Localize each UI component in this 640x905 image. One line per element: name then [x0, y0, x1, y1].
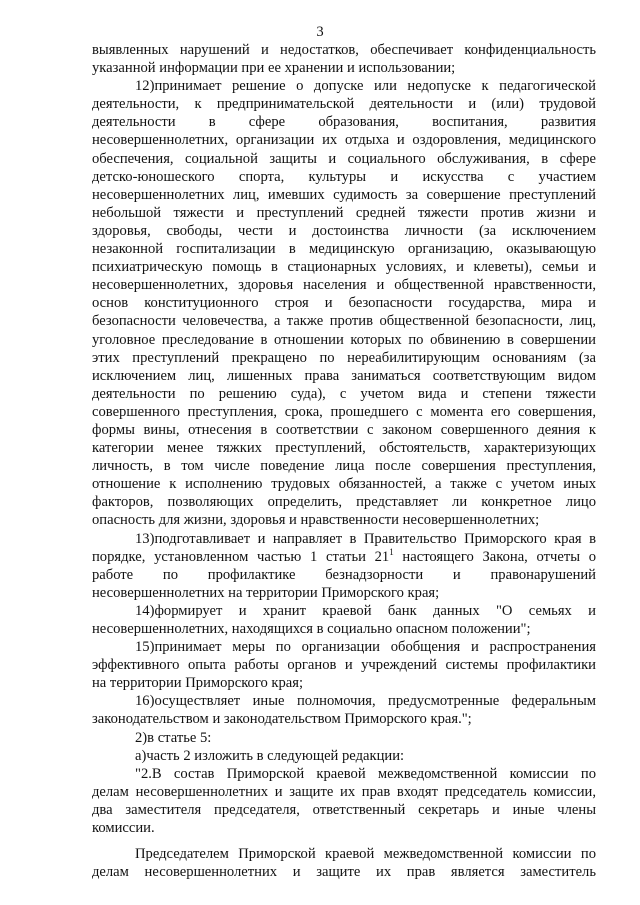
text-line: указанной информации при ее хранении и использовании;: [92, 60, 456, 77]
page-number: 3: [316, 24, 324, 40]
text-line: детско-юношеского спорта, культуры и искусства с участием: [92, 168, 596, 185]
text-line: опасность для жизни, здоровья и нравственности несовершеннолетних;: [92, 512, 540, 529]
text-line: деятельности по решению суда), с учетом вида и степени тяжести: [92, 385, 596, 402]
text-line: на территории Приморского края;: [92, 675, 304, 692]
text-line: несовершеннолетних, здоровья населения и общественной нравственности,: [92, 277, 596, 294]
text-line: психиатрическую помощь в стационарных условиях, и клеветы), семьи и: [92, 259, 596, 276]
text-line: 16)осуществляет иные полномочия, предусмотренные федеральным: [135, 693, 596, 710]
text-line: работе по профилактике безнадзорности и правонарушений: [92, 566, 596, 583]
text-line: 13)подготавливает и направляет в Правительство Приморского края в: [135, 530, 596, 547]
text-line: факторов, позволяющих определить, представляет ли конкретное лицо: [92, 494, 596, 511]
text-line: несовершеннолетних лиц, имевших судимость за совершение преступлений: [92, 186, 596, 203]
text-line: делам несовершеннолетних и защите их прав входят председатель комиссии,: [92, 783, 596, 800]
text-line: небольшой тяжести и преступлений средней тяжести против жизни и: [92, 204, 596, 221]
text-line: делам несовершеннолетних и защите их прав является заместитель: [92, 864, 596, 881]
text-line: исключением лиц, лишенных права заниматься соответствующим видом: [92, 367, 596, 384]
text-line: комиссии.: [92, 820, 155, 837]
text-line: основ конституционного строя и безопасности государства, мира и: [92, 295, 596, 312]
text-line: отношение к исполнению трудовых обязанностей, а также с учетом иных: [92, 476, 596, 493]
text-line: несовершеннолетних, организации их отдыха и оздоровления, медицинского: [92, 132, 596, 149]
text-line: 2)в статье 5:: [135, 729, 212, 746]
text-line: здоровья, свободы, чести и достоинства личности (за исключением: [92, 222, 596, 239]
text-line: формы вины, отнесения в соответствии с законом совершенного деяния к: [92, 421, 596, 438]
superscript: 1: [389, 546, 394, 557]
text-line: безопасности человечества, а также против общественной безопасности, лиц,: [92, 313, 596, 330]
text-line: "2.В состав Приморской краевой межведомственной комиссии по: [135, 765, 596, 782]
text-line: обеспечения, социальной защиты и социального обслуживания, в сфере: [92, 150, 596, 167]
document-body: [92, 41, 596, 881]
text-line: два заместителя председателя, ответственный секретарь и иные члены: [92, 801, 596, 818]
text-line: 15)принимает меры по организации обобщения и распространения: [135, 639, 596, 656]
text-line: Председателем Приморской краевой межведомственной комиссии по: [135, 846, 596, 863]
text-line: категории менее тяжких преступлений, обстоятельств, характеризующих: [92, 440, 596, 457]
text-line: а)часть 2 изложить в следующей редакции:: [135, 747, 405, 764]
text-line: совершенного преступления, срока, прошедшего с момента его совершения,: [92, 403, 596, 420]
text-line: порядке, установленном частью 1 статьи $21^1$ настоящего Закона, отчеты о: [92, 546, 596, 565]
text-line: 12)принимает решение о допуске или недопуске к педагогической: [135, 78, 596, 95]
text-line: несовершеннолетних, находящихся в социально опасном положении";: [92, 621, 531, 637]
text-line: незаконной госпитализации в медицинскую организацию, оказывающую: [92, 241, 596, 258]
text-line: эффективного опыта работы органов и учреждений системы профилактики: [92, 657, 596, 674]
text-line: личность, в том числе поведение лица после совершения преступления,: [92, 458, 596, 475]
text-line: 14)формирует и хранит краевой банк данных "О семьях и: [135, 602, 596, 619]
text-line: этих преступлений прекращено по нереабилитирующим основаниям (за: [92, 349, 596, 366]
text-line: деятельности в сфере образования, воспитания, развития: [92, 114, 596, 131]
text-line: несовершеннолетних на территории Приморского края;: [92, 584, 440, 601]
text-line: выявленных нарушений и недостатков, обеспечивает конфиденциальность: [92, 42, 596, 58]
text-line: уголовное преследование в отношении которых по обвинению в совершении: [92, 331, 596, 348]
text-line: законодательством и законодательством Приморского края.";: [92, 711, 472, 728]
text-line: деятельности, к предпринимательской деятельности и (или) трудовой: [92, 96, 596, 113]
